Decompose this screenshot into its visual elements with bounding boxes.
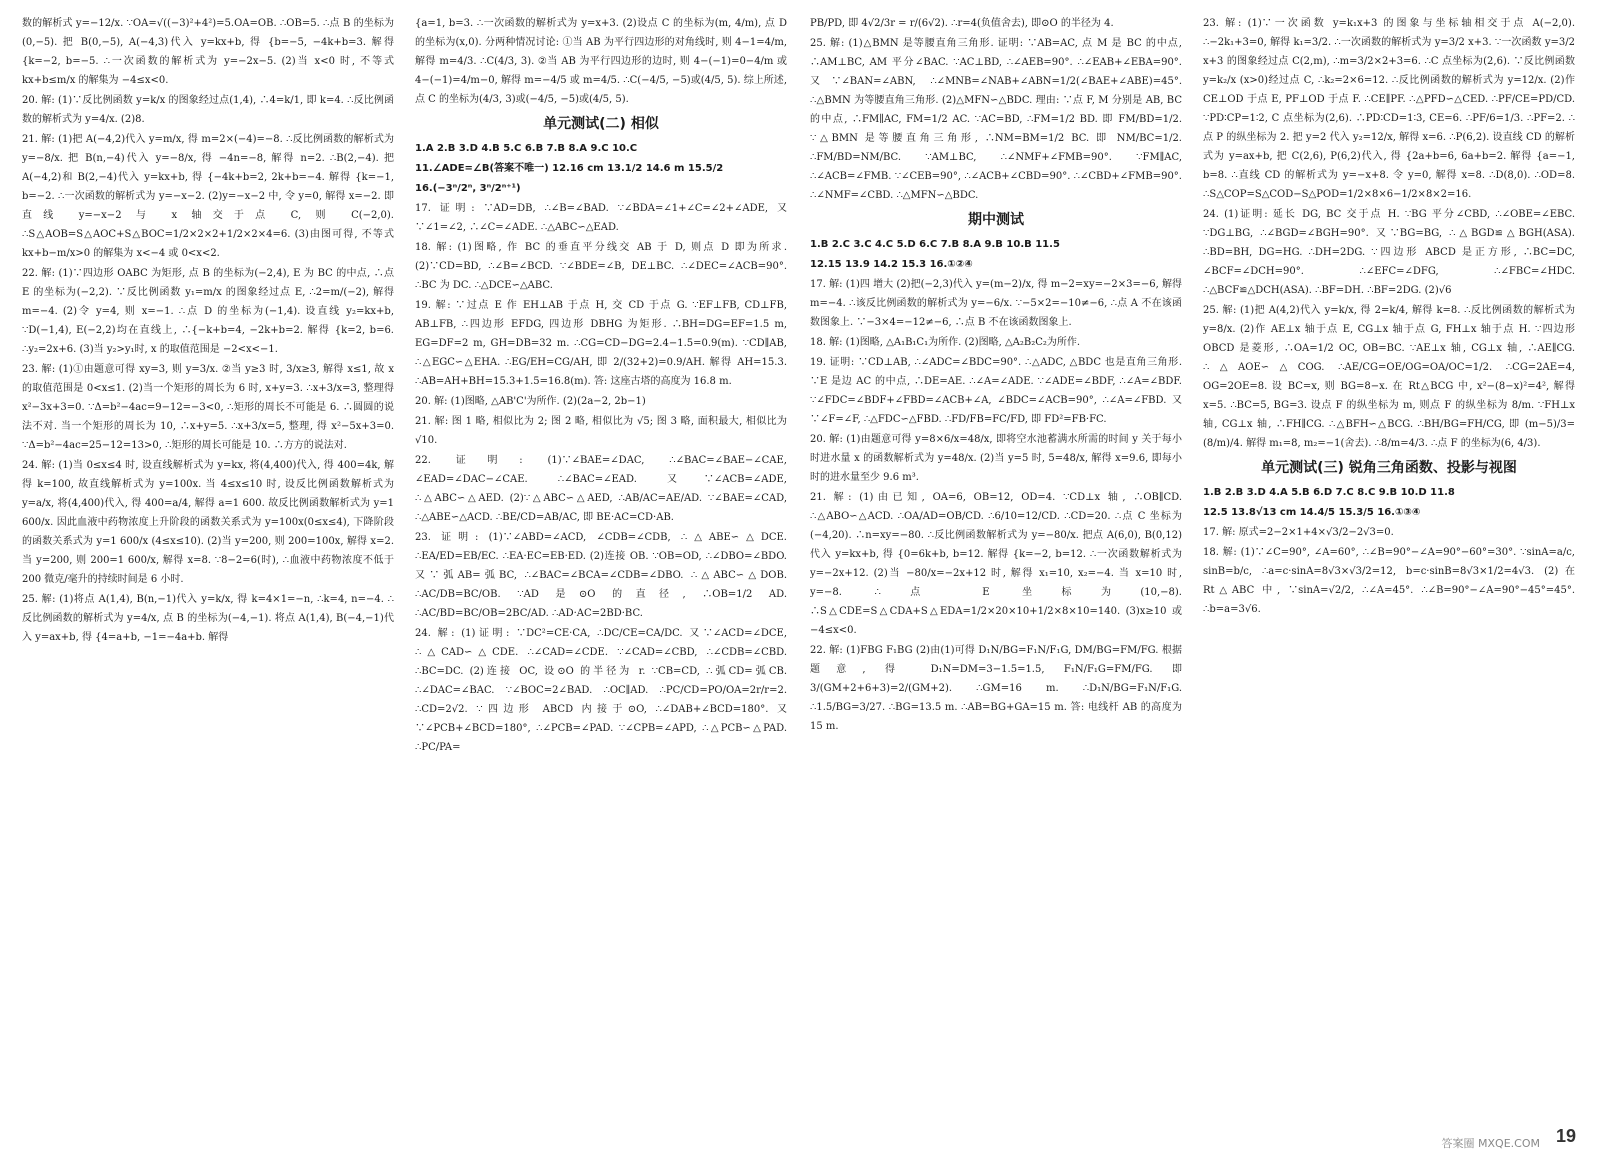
section-heading: 单元测试(二) 相似 bbox=[543, 116, 659, 132]
section-heading: 单元测试(三) 锐角三角函数、投影与视图 bbox=[1261, 460, 1517, 476]
solution-paragraph: 22. 解: (1)FBG F₁BG (2)由(1)可得 D₁N/BG=F₁N/F₁G, DM/BG=FM/FG. 根据题意, 得 D₁N=DM=3−1.5=1.5, F₁N/F₁G=FM/FG. 即 3/(GM+2+6+3)=2/(GM+2). ∴GM=16 m. ∴D₁N/BG=F₁N/F₁G. ∴1.5/BG=3/27. ∴BG=13.5 m. ∴AB=BG+GA=15 m. 答: 电线杆 AB 的高度为 15 m. bbox=[810, 644, 1182, 732]
answer-row: 11.∠ADE=∠B(答案不唯一) 12.16 cm 13.1/2 14.6 m 15.5/2 bbox=[415, 162, 724, 174]
answer-row: 1.A 2.B 3.D 4.B 5.C 6.B 7.B 8.A 9.C 10.C bbox=[415, 142, 638, 154]
solution-paragraph: 19. 解: ∵过点 E 作 EH⊥AB 于点 H, 交 CD 于点 G. ∵EF⊥FB, CD⊥FB, AB⊥FB, ∴四边形 EFDG, 四边形 DBHG 为矩形. ∴BH=DG=EF=1.5 m, EG=DF=2 m, GH=DB=32 m. ∴CG=CD−DG=2.4−1.5=0.9(m). ∵CD∥AB, ∴△EGC∽△EHA. ∴EG/EH=CG/AH, 即 2/(32+2)=0.9/AH. 解得 AH=15.3. ∴AB=AH+BH=15.3+1.5=16.8(m). 答: 这座古塔的高度为 16.8 m. bbox=[415, 299, 787, 387]
solution-paragraph: 23. 解: (1)①由题意可得 xy=3, 则 y=3/x. ②当 y≥3 时, 3/x≥3, 解得 x≤1, 故 x 的取值范围是 0<x≤1. (2)当一个矩形的周长为 6 时, x+y=3. ∴x+3/x=3, 整理得 x²−3x+3=0. ∵Δ=b²−4ac=9−12=−3<0, ∴矩形的周长不可能是 6. ∴圆圆的说法不对. 当一个矩形的周长为 10, ∴x+y=5. ∴x+3/x=5, 整理, 得 x²−5x+3=0. ∵Δ=b²−4ac=25−12=13>0, ∴矩形的周长可能是 10. ∴方方的说法对. bbox=[22, 364, 394, 451]
solution-paragraph: 25. 解: (1)将点 A(1,4), B(n,−1)代入 y=k/x, 得 k=4×1=−n, ∴k=4, n=−4. ∴反比例函数的解析式为 y=4/x, 点 B 的坐标为(−4,−1). 将点 A(1,4), B(−4,−1)代入 y=ax+b, 得 {4=a+b, −1=−4a+b. 解得 bbox=[22, 594, 394, 643]
solution-paragraph: 23. 解: (1)∵一次函数 y=k₁x+3 的图象与坐标轴相交于点 A(−2,0). ∴−2k₁+3=0, 解得 k₁=3/2. ∴一次函数的解析式为 y=3/2 x+3. ∵一次函数 y=3/2 x+3 的图象经过点 C(2,m), ∴m=3/2×2+3=6. ∴C 点坐标为(2,6). ∵反比例函数 y=k₂/x (x>0)经过点 C, ∴k₂=2×6=12. ∴反比例函数的解析式为 y=12/x. (2)作 CE⊥OD 于点 E, PF⊥OD 于点 F. ∴CE∥PF. ∴△PFD∽△CED. ∴PF/CE=PD/CD. ∵PD∶CP=1∶2, C 点坐标为(2,6). ∴PD∶CD=1∶3, CE=6. ∴PF/6=1/3. ∴PF=2. ∴点 P 的纵坐标为 2. 把 y=2 代入 y₂=12/x, 解得 x=6. ∴P(6,2). 设直线 CD 的解析式为 y=ax+b, 把 C(2,6), P(6,2)代入, 得 {2a+b=6, 6a+b=2. 解得 {a=−1, b=8. ∴直线 CD 的解析式为 y=−x+8. 令 y=0, 解得 x=8. ∴D(8,0). ∴OD=8. ∴S△COP=S△COD−S△POD=1/2×8×6−1/2×8×2=16. bbox=[1203, 18, 1575, 200]
solution-paragraph: 24. (1)证明: 延长 DG, BC 交于点 H. ∵BG 平分∠CBD, ∴∠OBE=∠EBC. ∵DG⊥BG, ∴∠BGD=∠BGH=90°. 又∵BG=BG, ∴△BGD≌△BGH(ASA). ∴BD=BH, DG=HG. ∴DH=2DG. ∵四边形 ABCD 是正方形, ∴BC=DC, ∠BCF=∠DCH=90°. ∴∠EFC=∠DFG, ∴∠FBC=∠HDC. ∴△BCF≌△DCH(ASA). ∴BF=DH. ∴BF=2DG. (2)√6 bbox=[1203, 209, 1575, 296]
page-number: 19 bbox=[1555, 1126, 1576, 1146]
solution-paragraph: PB/PD, 即 4√2/3r = r/(6√2). ∴r=4(负值舍去), 即⊙O 的半径为 4. bbox=[810, 18, 1114, 29]
solution-paragraph: 24. 解: (1)当 0≤x≤4 时, 设直线解析式为 y=kx, 将(4,400)代入, 得 400=4k, 解得 k=100, 故直线解析式为 y=100x. 当 4≤x≤10 时, 设反比例函数解析式为 y=a/x, 将(4,400)代入, 得 400=a/4, 解得 a=1 600. 故反比例函数解析式为 y=1 600/x. 因此血液中药物浓度上升阶段的函数关系式为 y=100x(0≤x≤4), 下降阶段的函数关系式为 y=1 600/x (4≤x≤10). (2)当 y=200, 则 200=100x, 解得 x=2. 当 y=200, 则 200=1 600/x, 解得 x=8. ∵8−2=6(时), ∴血液中药物浓度不低于 200 微克/毫升的持续时间是 6 小时. bbox=[22, 460, 394, 585]
column-1 bbox=[22, 14, 394, 1139]
answer-row: 12.5 13.8√13 cm 14.4/5 15.3/5 16.①③④ bbox=[1203, 506, 1421, 518]
solution-paragraph: 21. 解: 图 1 略, 相似比为 2; 图 2 略, 相似比为 √5; 图 3 略, 面积最大, 相似比为 √10. bbox=[415, 415, 787, 446]
solution-paragraph: 25. 解: (1)△BMN 是等腰直角三角形. 证明: ∵AB=AC, 点 M 是 BC 的中点, ∴AM⊥BC, AM 平分∠BAC. ∵AC⊥BD, ∴∠AEB=90°. ∴∠EAB+∠EBA=90°. 又∵∠BAN=∠ABN, ∴∠MNB=∠NAB+∠ABN=1/2(∠BAE+∠ABE)=45°. ∴△BMN 为等腰直角三角形. (2)△MFN∽△BDC. 理由: ∵点 F, M 分别是 AB, BC 的中点, ∴FM∥AC, FM=1/2 AC. ∵AC=BD, ∴FM=1/2 BD. 即 FM/BD=1/2. ∵△BMN 是等腰直角三角形, ∴NM=BM=1/2 BC. 即 NM/BC=1/2. ∴FM/BD=NM/BC. ∵AM⊥BC, ∴∠NMF+∠FMB=90°. ∵FM∥AC, ∴∠ACB=∠FMB. ∵∠CEB=90°, ∴∠ACB+∠CBD=90°. ∴∠CBD+∠FMB=90°. ∴∠NMF=∠CBD. ∴△MFN∽△BDC. bbox=[810, 38, 1182, 201]
solution-paragraph: 17. 证明: ∵AD=DB, ∴∠B=∠BAD. ∵∠BDA=∠1+∠C=∠2+∠ADE, 又∵∠1=∠2, ∴∠C=∠ADE. ∴△ABC∽△EAD. bbox=[415, 202, 787, 233]
solution-paragraph: 25. 解: (1)把 A(4,2)代入 y=k/x, 得 2=k/4, 解得 k=8. ∴反比例函数的解析式为 y=8/x. (2)作 AE⊥x 轴于点 E, CG⊥x 轴于点 G, FH⊥x 轴于点 H. ∵四边形 OBCD 是菱形, ∴OA=1/2 OC, OB=BC. ∵AE⊥x 轴, CG⊥x 轴, ∴AE∥CG. ∴△AOE∽△COG. ∴AE/CG=OE/OG=OA/OC=1/2. ∴CG=2AE=4, OG=2OE=8. 设 BC=x, 则 BG=8−x. 在 Rt△BCG 中, x²−(8−x)²=4², 解得 x=5. ∴BC=5, BG=3. 设点 F 的纵坐标为 m, 则点 F 的纵坐标为 8/m. ∵FH⊥x 轴, CG⊥x 轴, ∴FH∥CG. ∴△BFH∽△BCG. ∴BH/BG=FH/CG, 即 (m−5)/3=(8/m)/4. 解得 m₁=8, m₂=−1(舍去). ∴8/m=4/3. ∴点 F 的坐标为(6, 4/3). bbox=[1203, 305, 1575, 449]
answer-row: 1.B 2.C 3.C 4.C 5.D 6.C 7.B 8.A 9.B 10.B 11.5 bbox=[810, 238, 1060, 250]
solution-paragraph: 23. 证明: (1)∵∠ABD=∠ACD, ∠CDB=∠CDB, ∴△ABE∽△DCE. ∴EA/ED=EB/EC. ∴EA·EC=EB·ED. (2)连接 OB. ∵OB=OD, ∴∠DBO=∠BDO. 又∵弧AB=弧BC, ∴∠BAC=∠BCA=∠CDB=∠DBO. ∴△ABC∽△DOB. ∴AC/DB=BC/OB. ∵AD 是⊙O 的直径, ∴OB=1/2 AD. ∴AC/BD=BC/OB=2BC/AD. ∴AD·AC=2BD·BC. bbox=[415, 531, 787, 619]
solution-paragraph: 17. 解: 原式=2−2×1+4×√3/2−2√3=0. bbox=[1203, 526, 1394, 538]
column-3 bbox=[810, 14, 1182, 1139]
solution-paragraph: 18. 解: (1)图略, △A₁B₁C₁为所作. (2)图略, △A₂B₂C₂为所作. bbox=[810, 336, 1081, 348]
solution-paragraph: 20. 解: (1)图略, △AB'C'为所作. (2)(2a−2, 2b−1) bbox=[415, 395, 646, 407]
solution-paragraph: 18. 解: (1)∵∠C=90°, ∠A=60°, ∴∠B=90°−∠A=90°−60°=30°. ∵sinA=a/c, sinB=b/c, ∴a=c·sinA=8√3×√3/2=12, b=c·sinB=8√3×1/2=4√3. (2)在 Rt△ABC 中, ∵sinA=√2/2, ∴∠A=45°. ∴∠B=90°−∠A=90°−45°=45°. ∴b=a=3√6. bbox=[1203, 546, 1575, 615]
solution-paragraph: 22. 证明: (1)∵∠BAE=∠DAC, ∴∠BAC=∠BAE−∠CAE, ∠EAD=∠DAC−∠CAE. ∴∠BAC=∠EAD. 又∵∠ACB=∠ADE, ∴△ABC∽△AED. (2)∵△ABC∽△AED, ∴AB/AC=AE/AD. ∵∠BAE=∠CAD, ∴△ABE∽△ACD. ∴BE/CD=AB/AC, 即 BE·AC=CD·AB. bbox=[415, 454, 787, 523]
answer-row: 1.B 2.B 3.D 4.A 5.B 6.D 7.C 8.C 9.B 10.D 11.8 bbox=[1203, 486, 1455, 498]
solution-paragraph: 数的解析式 y=−12/x. ∵OA=√((−3)²+4²)=5.OA=OB. ∴OB=5. ∴点 B 的坐标为(0,−5). 把 B(0,−5), A(−4,3)代入 y=kx+b, 得 {b=−5, −4k+b=3. 解得 {k=−2, b=−5. ∴一次函数的解析式为 y=−2x−5. (2)当 x<0 时, 不等式 kx+b≤m/x 的解集为 −4≤x<0. bbox=[22, 18, 394, 86]
answer-row: 16.(−3ⁿ/2ⁿ, 3ⁿ/2ⁿ⁺¹) bbox=[415, 182, 521, 194]
solution-paragraph: 21. 解: (1)把 A(−4,2)代入 y=m/x, 得 m=2×(−4)=−8. ∴反比例函数的解析式为 y=−8/x. 把 B(n,−4)代入 y=−8/x, 得 −4n=−8, 解得 n=2. ∴B(2,−4). 把 A(−4,2)和 B(2,−4)代入 y=kx+b, 得 {−4k+b=2, 2k+b=−4. 解得 {k=−1, b=−2. ∴一次函数的解析式为 y=−x−2. (2)y=−x−2 中, 令 y=0, 解得 x=−2. 即直线 y=−x−2 与 x 轴交于点 C, 则 C(−2,0). ∴S△AOB=S△AOC+S△BOC=1/2×2×2+1/2×2×4=6. (3)由图可得, 不等式 kx+b−m/x>0 的解集为 x<−4 或 0<x<2. bbox=[22, 134, 394, 259]
solution-paragraph: 17. 解: (1)四 增大 (2)把(−2,3)代入 y=(m−2)/x, 得 m−2=xy=−2×3=−6, 解得 m=−4. ∴该反比例函数的解析式为 y=−6/x. ∵−5×2=−10≠−6, ∴点 A 不在该函数图象上. ∵−3×4=−12≠−6, ∴点 B 不在该函数图象上. bbox=[810, 278, 1182, 328]
solution-paragraph: 21. 解: (1)由已知, OA=6, OB=12, OD=4. ∵CD⊥x 轴, ∴OB∥CD. ∴△ABO∽△ACD. ∴OA/AD=OB/CD. ∴6/10=12/CD. ∴CD=20. ∴点 C 坐标为(−4,20). ∴n=xy=−80. ∴反比例函数解析式为 y=−80/x. 把点 A(6,0), B(0,12)代入 y=kx+b, 得 {0=6k+b, b=12. 解得 {k=−2, b=12. ∴一次函数解析式为 y=−2x+12. (2)当 −80/x=−2x+12 时, 解得 x₁=10, x₂=−4. 当 x=10 时, y=−8. ∴点 E 坐标为(10,−8). ∴S△CDE=S△CDA+S△EDA=1/2×20×10+1/2×8×10=140. (3)x≥10 或 −4≤x<0. bbox=[810, 491, 1182, 636]
solution-paragraph: 18. 解: (1)图略, 作 BC 的垂直平分线交 AB 于 D, 则点 D 即为所求. (2)∵CD=BD, ∴∠B=∠BCD. ∵∠BDE=∠B, DE⊥BC. ∴∠DEC=∠ACB=90°. ∴BC 为 DC. ∴△DCE∽△ABC. bbox=[415, 241, 787, 291]
watermark-text: 答案圈 MXQE.COM bbox=[1441, 1137, 1540, 1150]
column-2 bbox=[415, 14, 787, 1139]
solution-paragraph: 24. 解: (1)证明: ∵DC²=CE·CA, ∴DC/CE=CA/DC. 又∵∠ACD=∠DCE, ∴△CAD∽△CDE. ∴∠CAD=∠CDE. ∵∠CAD=∠CBD, ∴∠CDB=∠CBD. ∴BC=DC. (2)连接 OC, 设⊙O 的半径为 r. ∵CB=CD, ∴弧CD=弧CB. ∴∠DAC=∠BAC. ∵∠BOC=2∠BAD. ∴OC∥AD. ∴PC/CD=PO/OA=2r/r=2. ∴CD=2√2. ∵四边形 ABCD 内接于⊙O, ∴∠DAB+∠BCD=180°. 又∵∠PCB+∠BCD=180°, ∴∠PCB=∠PAD. ∵∠CPB=∠APD, ∴△PCB∽△PAD. ∴PC/PA= bbox=[415, 627, 787, 753]
solution-paragraph: 19. 证明: ∵CD⊥AB, ∴∠ADC=∠BDC=90°. ∴△ADC, △BDC 也是直角三角形. ∵E 是边 AC 的中点, ∴DE=AE. ∴∠A=∠ADE. ∵∠ADE=∠BDF, ∴∠A=∠BDF. ∵∠FDC=∠BDF+∠FBD=∠ACB+∠A, ∠BDC=∠ACB=90°, ∴∠A=∠FBD. 又∵∠F=∠F, ∴△FDC∽△FBD. ∴FD/FB=FC/FD, 即 FD²=FB·FC. bbox=[810, 356, 1182, 425]
section-heading: 期中测试 bbox=[968, 212, 1024, 228]
solution-paragraph: 20. 解: (1)由题意可得 y=8×6/x=48/x, 即将空水池蓄满水所需的时间 y 关于每小时进水量 x 的函数解析式为 y=48/x. (2)当 y=5 时, 5=48/x, 解得 x=9.6, 即每小时的进水量至少 9.6 m³. bbox=[810, 433, 1182, 483]
solution-paragraph: 20. 解: (1)∵反比例函数 y=k/x 的图象经过点(1,4), ∴4=k/1, 即 k=4. ∴反比例函数的解析式为 y=4/x. (2)8. bbox=[22, 95, 394, 125]
solution-paragraph: {a=1, b=3. ∴一次函数的解析式为 y=x+3. (2)设点 C 的坐标为(m, 4/m), 点 D 的坐标为(x,0). 分两种情况讨论: ①当 AB 为平行四边形的对角线时, 则 4−1=4/m, 解得 m=4/3. ∴C(4/3, 3). ②当 AB 为平行四边形的边时, 则 4−(−1)=0−4/m 或 4−(−1)=4/m−0, 解得 m=−4/5 或 m=4/5. ∴C(−4/5, −5)或(4/5, 5). 综上所述, 点 C 的坐标为(4/3, 3)或(−4/5, −5)或(4/5, 5). bbox=[415, 18, 787, 105]
solution-paragraph: 22. 解: (1)∵四边形 OABC 为矩形, 点 B 的坐标为(−2,4), E 为 BC 的中点, ∴点 E 的坐标为(−2,2). ∵反比例函数 y₁=m/x 的图象经过点 E, ∴2=m/(−2), 解得 m=−4. (2)令 y=4, 则 x=−1. ∴点 D 的坐标为(−1,4). 设直线 y₂=kx+b, ∵D(−1,4), E(−2,2)均在直线上, ∴{−k+b=4, −2k+b=2. 解得 {k=2, b=6. ∴y₂=2x+6. (3)当 y₂>y₁时, x 的取值范围是 −2<x<−1. bbox=[22, 268, 394, 355]
column-4 bbox=[1203, 14, 1575, 1139]
answer-row: 12.15 13.9 14.2 15.3 16.①②④ bbox=[810, 258, 973, 270]
